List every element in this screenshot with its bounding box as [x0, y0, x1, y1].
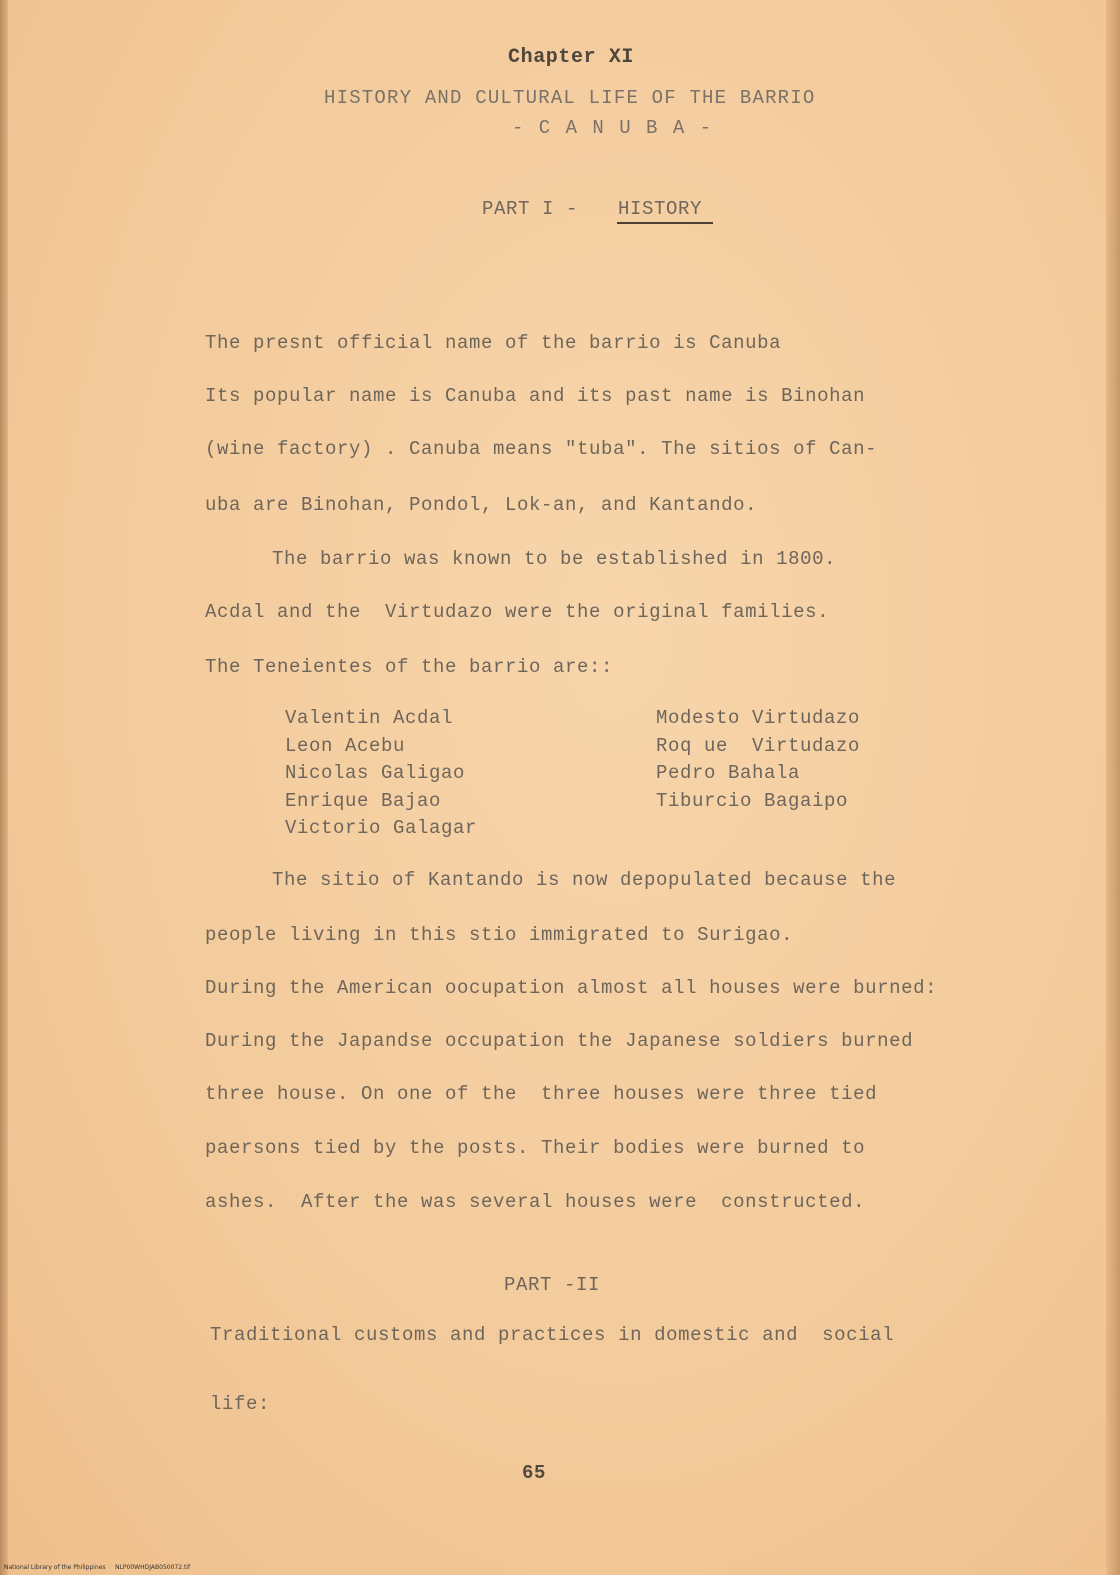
part2-line: Traditional customs and practices in domestic and social — [210, 1324, 895, 1346]
page-number: 65 — [522, 1462, 547, 1484]
teniente-name: Modesto Virtudazo — [656, 707, 861, 729]
scan-footer: National Library of the Philippines NLP00WHDJAB050072.tif — [4, 1564, 191, 1571]
teniente-name: Roq ue Virtudazo — [656, 735, 861, 757]
teniente-name: Enrique Bajao — [285, 790, 442, 812]
paragraph2-line: The barrio was known to be established in 1800. — [272, 548, 837, 570]
paragraph1-line: Its popular name is Canuba and its past name is Binohan — [205, 385, 866, 407]
paragraph3-line: people living in this stio immigrated to Surigao. — [205, 924, 794, 946]
paragraph3-line: During the Japandse occupation the Japanese soldiers burned — [205, 1030, 914, 1052]
paragraph3-line: During the American oocupation almost all houses were burned: — [205, 977, 938, 999]
paragraph2-line: The Teneientes of the barrio are:: — [205, 656, 614, 678]
paragraph2-line: Acdal and the Virtudazo were the original families. — [205, 601, 830, 623]
chapter-title: HISTORY AND CULTURAL LIFE OF THE BARRIO — [324, 87, 816, 109]
paragraph1-line: (wine factory) . Canuba means "tuba". The sitios of Can- — [205, 438, 878, 460]
paragraph3-line: The sitio of Kantando is now depopulated because the — [272, 869, 897, 891]
paragraph3-line: paersons tied by the posts. Their bodies were burned to — [205, 1137, 866, 1159]
teniente-name: Tiburcio Bagaipo — [656, 790, 849, 812]
teniente-name: Valentin Acdal — [285, 707, 454, 729]
paragraph3-line: three house. On one of the three houses were three tied — [205, 1083, 878, 1105]
teniente-name: Leon Acebu — [285, 735, 406, 757]
paragraph1-line: uba are Binohan, Pondol, Lok-an, and Kantando. — [205, 494, 758, 516]
chapter-subtitle: - C A N U B A - — [512, 117, 714, 139]
part1-underline — [617, 222, 713, 224]
page-edge — [1106, 0, 1120, 1575]
paragraph1-line: The presnt official name of the barrio is Canuba — [205, 332, 782, 354]
part2-line: life: — [210, 1393, 271, 1415]
part1-label: PART I - — [482, 198, 579, 220]
part2-heading: PART -II — [504, 1274, 601, 1296]
teniente-name: Pedro Bahala — [656, 762, 801, 784]
teniente-name: Nicolas Galigao — [285, 762, 466, 784]
chapter-heading: Chapter XI — [508, 46, 635, 69]
binding-edge — [0, 0, 8, 1575]
teniente-name: Victorio Galagar — [285, 817, 478, 839]
part1-heading: HISTORY — [618, 198, 703, 220]
paragraph3-line: ashes. After the was several houses were constructed. — [205, 1191, 866, 1213]
